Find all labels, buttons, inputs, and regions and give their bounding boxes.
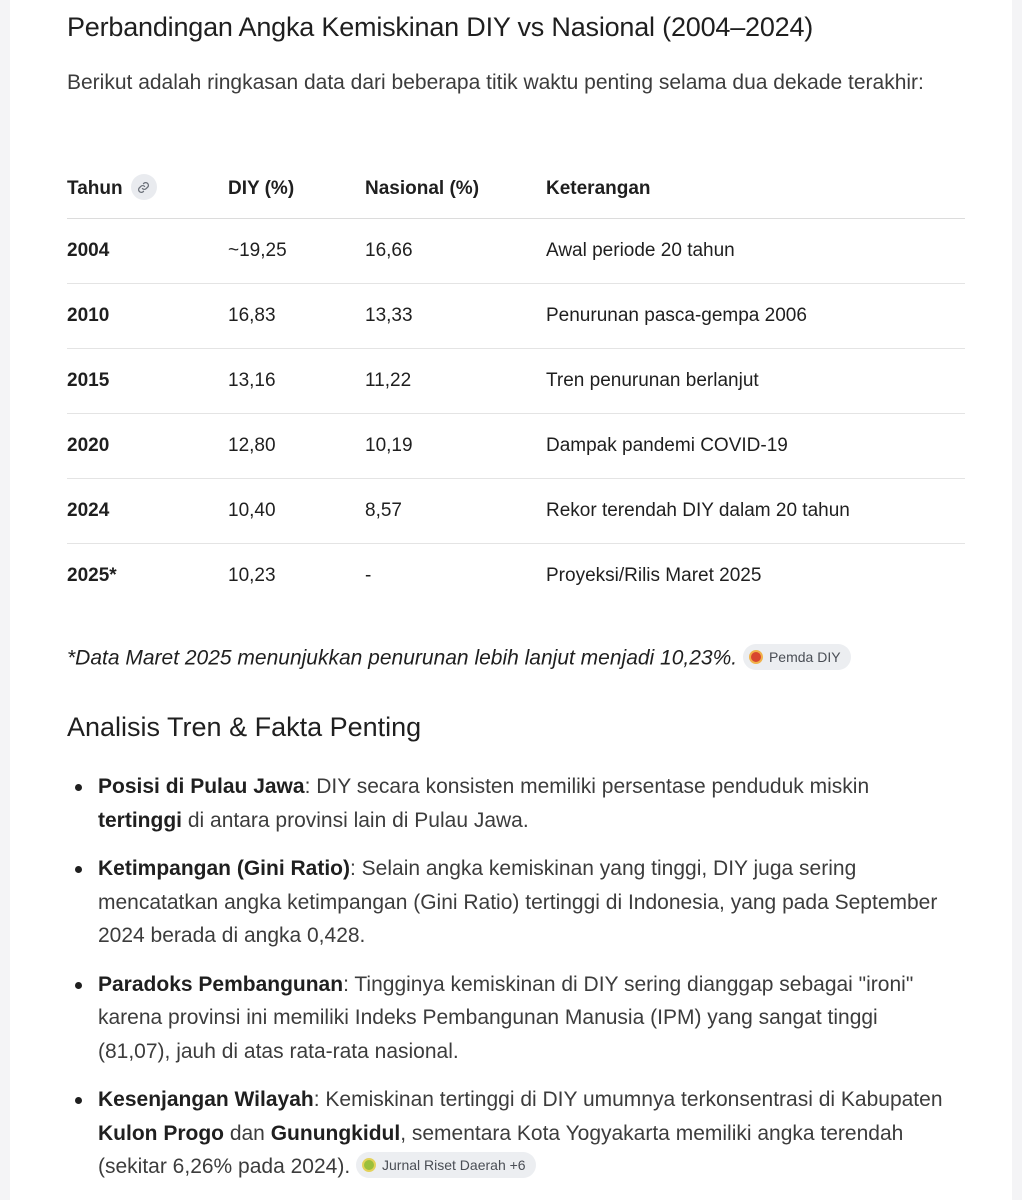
- cell-national: 16,66: [365, 219, 546, 284]
- table-row: [67, 479, 965, 544]
- pemda-logo-icon: [749, 650, 763, 664]
- left-gutter: [0, 0, 10, 1200]
- header-national: Nasional (%): [365, 160, 546, 219]
- cell-diy: 12,80: [228, 414, 365, 479]
- table-row: [67, 414, 965, 479]
- footnote: *Data Maret 2025 menunjukkan penurunan lebih lanjut menjadi 10,23%. Pemda DIY: [67, 646, 851, 672]
- source-chip-jurnal[interactable]: Jurnal Riset Daerah +6: [356, 1152, 536, 1178]
- table-row: [67, 349, 965, 414]
- cell-year: 2024: [67, 479, 228, 544]
- list-item: Kesenjangan Wilayah: Kemiskinan tertinggi di DIY umumnya terkonsentrasi di Kabupaten Kulon Progo dan Gunungkidul, sementara Kota Yogyakarta memiliki angka terendah (sekitar 6,26% pada 2024). Jurnal Riset Daerah +6: [98, 1083, 954, 1184]
- cell-note: Penurunan pasca-gempa 2006: [546, 284, 965, 349]
- table-row: [67, 219, 965, 284]
- cell-diy: 10,23: [228, 565, 276, 586]
- cell-note: Tren penurunan berlanjut: [546, 349, 965, 414]
- header-year: Tahun: [67, 160, 228, 219]
- poverty-table: [67, 160, 965, 608]
- section-title: Perbandingan Angka Kemiskinan DIY vs Nasional (2004–2024): [67, 12, 814, 42]
- cell-national: 10,19: [365, 414, 546, 479]
- cell-note: Rekor terendah DIY dalam 20 tahun: [546, 479, 965, 544]
- cell-year: 2004: [67, 219, 228, 284]
- cell-diy: ~19,25: [228, 219, 365, 284]
- cell-year: 2020: [67, 414, 228, 479]
- cell-national: 8,57: [365, 479, 546, 544]
- cell-national: 11,22: [365, 349, 546, 414]
- table-row: [67, 284, 965, 349]
- table-row: [67, 544, 965, 609]
- cell-note: Awal periode 20 tahun: [546, 219, 965, 284]
- list-item: Paradoks Pembangunan: Tingginya kemiskinan di DIY sering dianggap sebagai "ironi" karena provinsi ini memiliki Indeks Pembangunan Manusia (IPM) yang sangat tinggi (81,07), jauh di atas rata-rata nasional.: [98, 968, 954, 1069]
- header-note: Keterangan: [546, 160, 965, 219]
- cell-note: Proyeksi/Rilis Maret 2025: [546, 565, 762, 586]
- cell-year: 2015: [67, 349, 228, 414]
- list-item: Ketimpangan (Gini Ratio): Selain angka kemiskinan yang tinggi, DIY juga sering mencatatkan angka ketimpangan (Gini Ratio) tertinggi di Indonesia, yang pada September 2024 berada di angka 0,428.: [98, 852, 954, 953]
- list-item: Posisi di Pulau Jawa: DIY secara konsisten memiliki persentase penduduk miskin tertinggi di antara provinsi lain di Pulau Jawa.: [98, 770, 954, 837]
- cell-diy: 10,40: [228, 479, 365, 544]
- analysis-list: [67, 770, 954, 1199]
- cell-national: 13,33: [365, 284, 546, 349]
- cell-year: 2010: [67, 284, 228, 349]
- table-header-row: [67, 160, 965, 219]
- right-gutter: [1012, 0, 1022, 1200]
- header-diy: DIY (%): [228, 160, 365, 219]
- link-icon[interactable]: [131, 174, 157, 200]
- analysis-heading: Analisis Tren & Fakta Penting: [67, 712, 422, 742]
- cell-diy: 13,16: [228, 349, 365, 414]
- cell-national: -: [365, 565, 372, 586]
- intro-paragraph: Berikut adalah ringkasan data dari beberapa titik waktu penting selama dua dekade terakhir:: [67, 71, 924, 94]
- cell-note: Dampak pandemi COVID-19: [546, 414, 965, 479]
- cell-year: 2025*: [67, 565, 117, 586]
- jurnal-logo-icon: [362, 1158, 376, 1172]
- cell-diy: 16,83: [228, 284, 365, 349]
- source-chip-pemda[interactable]: Pemda DIY: [743, 644, 851, 670]
